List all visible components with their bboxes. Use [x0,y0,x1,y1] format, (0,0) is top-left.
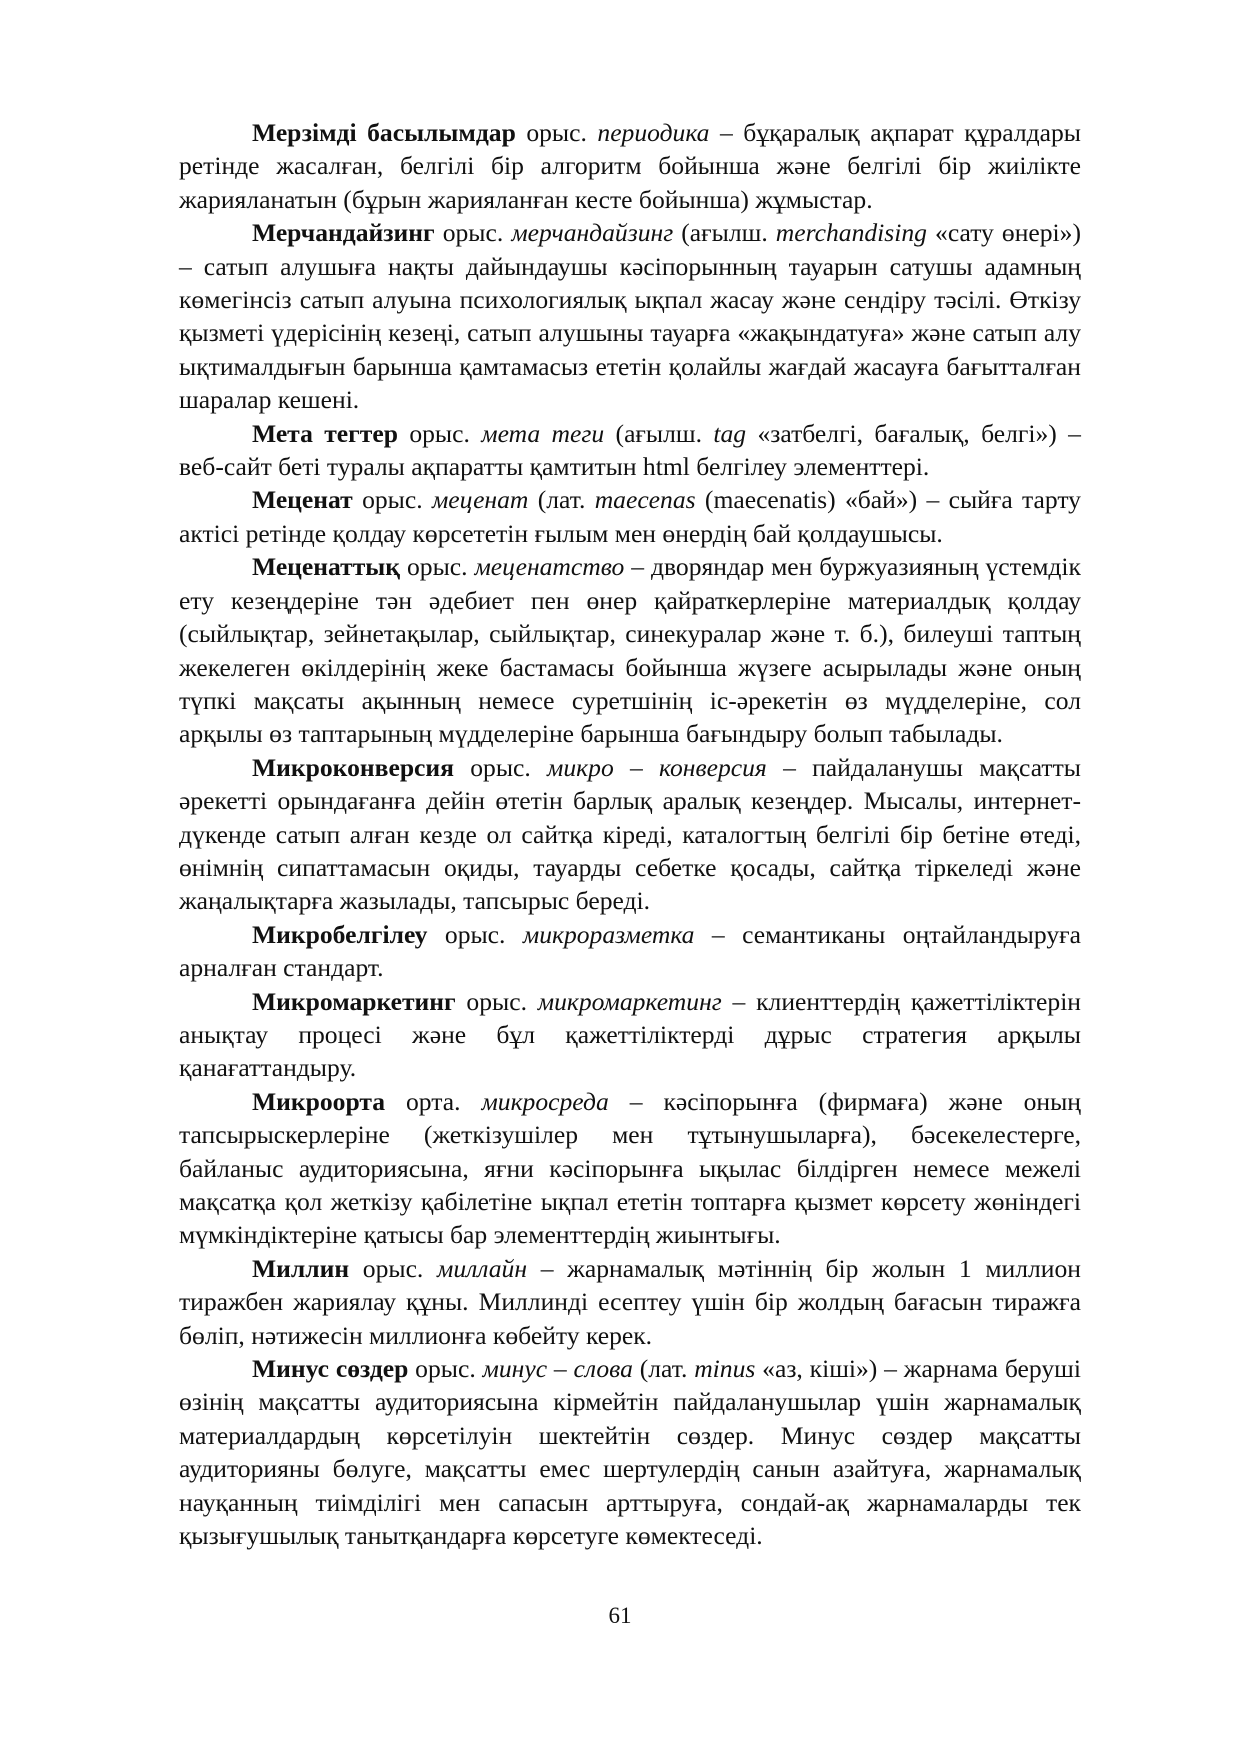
entry-italic-text: меценат [431,485,529,515]
glossary-body [179,116,1081,1552]
entry-text: – клиенттердің қажеттіліктерін анықтау процесі және бұл қажеттіліктерді дұрыс стратегия арқылы қанағаттандыру. [179,986,1081,1083]
entry-text: (лат. [632,1354,695,1384]
glossary-entry [179,216,1081,416]
entry-italic-text: микроразметка [522,919,695,949]
entry-term: Мерзімді басылымдар [252,118,516,147]
glossary-entry [179,483,1081,550]
entry-term: Микробелгілеу [252,919,428,949]
glossary-entry [179,1252,1081,1352]
entry-text: «сату өнері») – сатып алушыға нақты дайындаушы кәсіпорынның тауарын сатушы адамның көмегінсіз сатып алуына психологиялық ықпал жасау және сендіру тәсілі. Өткізу қызметі үдерісінің кезеңі, сатып алушыны тауарға «жақындатуға» және сатып алу ықтималдығын барынша қамтамасыз ететін қолайлы жағдай жасауға бағытталған шаралар кешені. [179,218,1081,415]
glossary-entry [179,918,1081,985]
entry-text: (maecenatis) «бай») – сыйға тарту актісі ретінде қолдау көрсететін ғылым мен өнердің бай қолдаушысы. [179,485,1081,548]
glossary-entry [179,550,1081,750]
entry-text: орыс. [515,118,598,147]
entry-text: орыс. [349,1253,437,1283]
entry-italic-text: периодика [597,118,710,147]
entry-italic-text: микро – конверсия [547,752,767,782]
entry-text: (ағылш. [604,418,714,448]
glossary-entry [179,1085,1081,1252]
entry-text: – пайдаланушы мақсатты әрекетті орындағанға дейін өтетін барлық аралық кезеңдер. Мысалы, интернет-дүкенде сатып алған кезде ол сайтқа кіреді, каталогтың белгілі бір бетіне өтеді, өнімнің сипаттамасын оқиды, тауарды себетке қосады, сайтқа тіркеледі және жаңалықтарға жазылады, тапсырыс береді. [179,752,1081,916]
entry-italic-text: меценатство [474,552,625,582]
entry-italic-text: микросреда [481,1086,609,1116]
glossary-entry [179,751,1081,918]
entry-term: Меценат [252,485,353,515]
entry-text: «аз, кіші») – жарнама беруші өзінің мақсатты аудиториясына кірмейтін пайдаланушылар үшін жарнамалық материалдардың көрсетілуін шектейтін сөздер. Минус сөздер мақсатты аудиторияны бөлуге, мақсатты емес шертулердің санын азайтуға, жарнамалық науқанның тиімділігі мен сапасын арттыруға, сондай-ақ жарнамаларды тек қызығушылық танытқандарға көрсетуге көмектеседі. [179,1354,1081,1551]
entry-italic-text: merchandising [775,218,927,248]
entry-text: орыс. [397,418,482,448]
entry-text: – жарнамалық мәтіннің бір жолын 1 миллион тиражбен жариялау құны. Миллинді есептеу үшін бір жолдың бағасын тиражға бөліп, нәтижесін миллионға көбейту керек. [179,1253,1081,1350]
entry-text: (лат. [528,485,595,515]
entry-text: орыс. [454,752,548,782]
glossary-entry [179,116,1081,216]
entry-italic-text: мета теги [481,418,605,448]
entry-italic-text: мерчандайзинг [511,218,674,248]
entry-italic-text: maecenas [594,485,696,515]
entry-term: Микроорта [252,1086,386,1116]
entry-term: Миллин [252,1253,350,1283]
entry-text: орыс. [408,1354,483,1384]
entry-text: орыс. [352,485,432,515]
entry-italic-text: микромаркетинг [537,986,722,1016]
entry-text: – семантиканы оңтайландыруға арналған стандарт. [179,919,1081,983]
entry-term: Мерчандайзинг [252,218,435,248]
entry-term: Меценаттық [252,552,401,582]
entry-text: орыс. [434,218,512,248]
entry-italic-text: минус – слова [482,1354,633,1384]
entry-term: Мета тегтер [252,418,398,448]
entry-text: орыс. [427,919,523,949]
glossary-entry [179,1352,1081,1552]
entry-term: Микроконверсия [252,752,455,782]
entry-italic-text: миллайн [437,1253,528,1283]
glossary-entry [179,417,1081,484]
entry-text: – бұқаралық ақпарат құралдары ретінде жасалған, белгілі бір алгоритм бойынша және белгілі бір жиілікте жарияланатын (бұрын жарияланған кесте бойынша) жұмыстар. [179,118,1081,214]
entry-italic-text: minus [694,1354,756,1384]
entry-text: – дворяндар мен буржуазияның үстемдік ету кезеңдеріне тән әдебиет пен өнер қайраткерлеріне материалдық қолдау (сыйлықтар, зейнетақылар, сыйлықтар, синекуралар және т. б.), билеуші таптың жекелеген өкілдерінің жеке бастамасы бойынша жүзеге асырылады және оның түпкі мақсаты ақынның немесе суретшінің іс-әрекетін өз мүдделеріне, сол арқылы өз таптарының мүдделеріне барынша бағындыру болып табылады. [179,552,1081,749]
entry-text: – кәсіпорынға (фирмаға) және оның тапсырыскерлеріне (жеткізушілер мен тұтынушыларға), бәсекелестерге, байланыс аудиториясына, яғни кәсіпорынға ықылас білдірген немесе межелі мақсатқа қол жеткізу қабілетіне ықпал ететін топтарға қызмет көрсету жөніндегі мүмкіндіктеріне қатысы бар элементтердің жиынтығы. [179,1086,1082,1250]
entry-term: Минус сөздер [252,1354,409,1384]
entry-text: орыс. [400,552,475,582]
entry-text: «затбелгі, бағалық, белгі») – веб-сайт беті туралы ақпаратты қамтитын html белгілеу элементтері. [179,418,1081,482]
page-number: 61 [608,1603,632,1628]
entry-term: Микромаркетинг [252,986,456,1016]
entry-italic-text: tag [713,418,747,448]
entry-text: орыс. [455,986,538,1016]
entry-text: орта. [385,1086,482,1116]
glossary-entry [179,985,1081,1085]
entry-text: (ағылш. [673,218,776,248]
